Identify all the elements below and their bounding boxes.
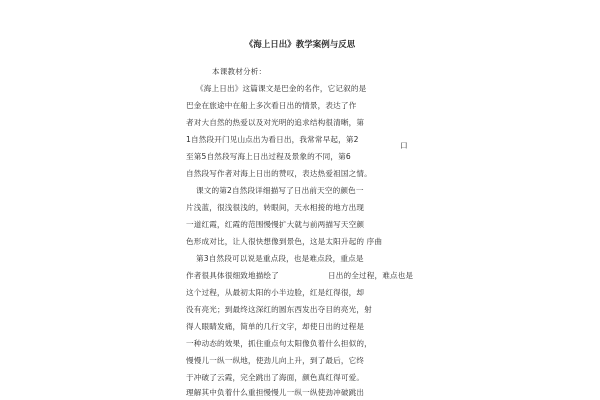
inline-fragment: 日出的全过程，难点也是 [328,271,414,280]
text-line: 者对大自然的热爱以及对光明的追求结构很清晰，第 [186,118,365,127]
text-line: 一道红霞，红霞的范围慢慢扩大就与前两描写天空颜 [186,220,365,229]
text-line: 色形成对比，让人很快想像到景色，这是太阳升起的 序曲 [186,237,383,246]
text-line: 慢慢儿一纵一纵地，使劲儿向上升，到了最后，它终 [186,356,365,365]
section-heading: 本课教材分析： [212,67,267,76]
text-line: 于冲破了云霞，完全跳出了海面，颜色真红得可爱。 [186,373,365,382]
text-line: 这个过程，从最初太阳的小半边脸，红是红得很，却 [186,288,365,297]
margin-mark: 口 [400,141,408,150]
document-title: 《海上日出》教学案例与反思 [244,40,356,50]
text-line: 没有亮光；到最终这深红的圆东西发出夺目的亮光，射 [186,305,372,314]
text-line: 得人眼睛发痛，简单的几行文字，却使日出的过程是 [186,322,365,331]
text-line: 第3自然段可以说是重点段，也是难点段，重点是 [196,254,364,263]
text-line: 至第5自然段写海上日出过程及景象的不同，第6 [186,152,351,161]
text-line: 作者很具体很细致地描绘了 [186,271,279,280]
text-line: 自然段写作者对海上日出的赞叹，表达热爱祖国之情。 [186,169,372,178]
text-line: 课文的第2自然段详细描写了日出前天空的颜色一 [196,186,364,195]
text-line: 片浅蓝，很浅很浅的，转眼间，天水相接的地方出现 [186,203,365,212]
text-line: 《海上日出》这篇课文是巴金的名作，它记叙的是 [196,84,367,93]
text-line: 一种动态的效果，抓住重点句太阳像负着什么担似的， [186,339,372,348]
text-line: 巴金在旅途中在船上多次看日出的情景，表达了作 [186,101,357,110]
text-line: 理解其中负着什么重担慢慢儿一纵一纵使劲冲破跳出 [186,388,365,397]
text-line: 1自然段开门见山点出为看日出，我常常早起，第2 [186,135,359,144]
